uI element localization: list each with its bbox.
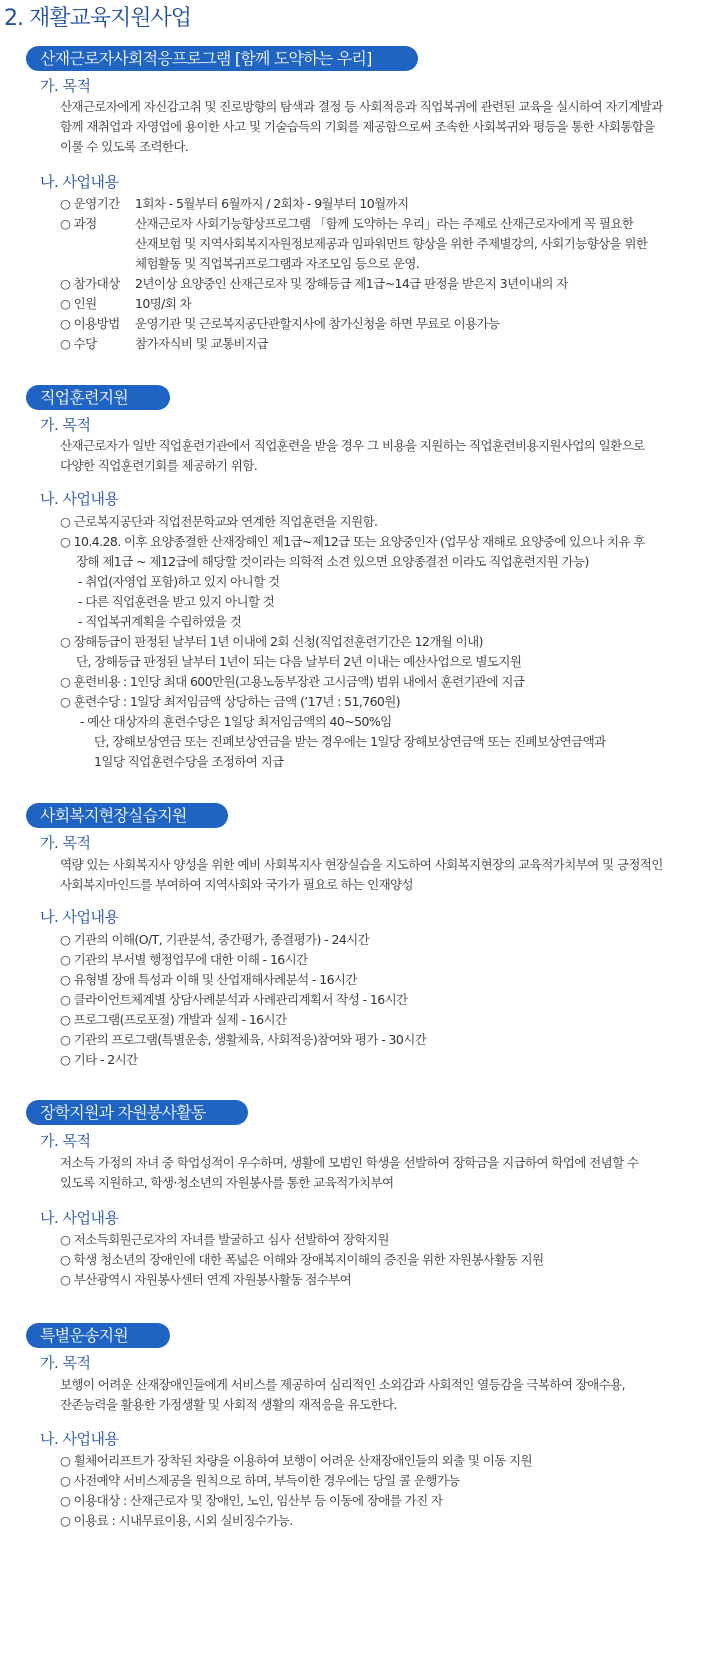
- purpose-line: 다양한 직업훈련기회를 제공하기 위함.: [60, 458, 258, 473]
- content-line: 단, 장해등급 판정된 날부터 1년이 되는 다음 날부터 2년 이내는 예산사업으로 별도지원: [76, 654, 522, 669]
- content-heading: 나. 사업내용: [40, 490, 119, 508]
- content-line: ○ 기관의 이해(O/T, 기관분석, 중간평가, 종결평가) - 24시간: [60, 932, 370, 947]
- content-line: ○ 휠체어리프트가 장착된 차량을 이용하여 보행이 어려운 산재장애인들의 외출 및 이동 지원: [60, 1453, 532, 1468]
- section-title-pill: 특별운송지원: [26, 1323, 170, 1348]
- content-line: - 다른 직업훈련을 받고 있지 아니할 것: [78, 594, 275, 609]
- purpose-line: 함께 재취업과 자영업에 용이한 사고 및 기술습득의 기회를 제공함으로써 조속한 사회복귀와 평등을 통한 사회통합을: [60, 119, 655, 134]
- purpose-line: 역량 있는 사회복지사 양성을 위한 예비 사회복지사 현장실습을 지도하여 사회복지현장의 교육적가치부여 및 긍정적인: [60, 857, 663, 872]
- item-value: 운영기관 및 근로복지공단관할지사에 참가신청을 하면 무료로 이용가능: [135, 316, 500, 331]
- content-heading: 나. 사업내용: [40, 908, 119, 926]
- content-line: ○ 기관의 프로그램(특별운송, 생활체육, 사회적응)참여와 평가 - 30시간: [60, 1032, 427, 1047]
- content-line: ○ 10.4.28. 이후 요양종결한 산재장해인 제1급~제12급 또는 요양중인자 (업무상 재해로 요양중에 있으나 치유 후: [60, 534, 645, 549]
- content-line: ○ 이용료 : 시내무료이용, 시외 실비징수가능.: [60, 1513, 293, 1528]
- item-value: 산재보험 및 지역사회복지자원정보제공과 임파워먼트 향상을 위한 주제별강의, 사회기능향상을 위한: [135, 236, 648, 251]
- purpose-line: 잔존능력을 활용한 가정생활 및 사회적 생활의 재적응을 유도한다.: [60, 1397, 397, 1412]
- content-line: ○ 기관의 부서별 행정업무에 대한 이해 - 16시간: [60, 952, 308, 967]
- item-label: ○ 인원: [60, 296, 97, 311]
- purpose-heading: 가. 목적: [40, 1132, 91, 1150]
- item-value: 참가자식비 및 교통비지급: [135, 336, 268, 351]
- purpose-heading: 가. 목적: [40, 834, 91, 852]
- content-line: ○ 저소득회원근로자의 자녀를 발굴하고 심사 선발하여 장학지원: [60, 1232, 389, 1247]
- content-line: ○ 훈련수당 : 1일당 최저임금액 상당하는 금액 (’17년 : 51,760원): [60, 694, 401, 709]
- item-value: 체험활동 및 직업복귀프로그램과 자조모임 등으로 운영.: [135, 256, 420, 271]
- content-line: ○ 클라이언트체계별 상담사례분석과 사례관리계획서 작성 - 16시간: [60, 992, 408, 1007]
- item-value: 1회차 - 5월부터 6월까지 / 2회차 - 9월부터 10월까지: [135, 196, 409, 211]
- content-line: ○ 기타 - 2시간: [60, 1052, 138, 1067]
- purpose-line: 사회복지마인드를 부여하여 지역사회와 국가가 필요로 하는 인재양성: [60, 877, 414, 892]
- section-title-pill: 산재근로자사회적응프로그램 [함께 도약하는 우리]: [26, 46, 418, 71]
- content-line: - 취업(자영업 포함)하고 있지 아니할 것: [78, 574, 280, 589]
- purpose-line: 보행이 어려운 산재장애인들에게 서비스를 제공하여 심리적인 소외감과 사회적인 열등감을 극복하여 장애수용,: [60, 1377, 625, 1392]
- section-title-pill: 사회복지현장실습지원: [26, 803, 228, 828]
- content-line: 1일당 직업훈련수당을 조정하여 지급: [94, 754, 284, 769]
- item-label: ○ 운영기간: [60, 196, 120, 211]
- item-label: ○ 참가대상: [60, 276, 120, 291]
- content-line: ○ 유형별 장애 특성과 이해 및 산업재해사례분석 - 16시간: [60, 972, 357, 987]
- purpose-heading: 가. 목적: [40, 1354, 91, 1372]
- purpose-heading: 가. 목적: [40, 77, 91, 95]
- item-label: ○ 과정: [60, 216, 97, 231]
- content-line: 단, 장해보상연금 또는 진폐보상연금을 받는 경우에는 1일당 장해보상연금액 또는 진폐보상연금액과: [94, 734, 606, 749]
- item-label: ○ 수당: [60, 336, 97, 351]
- section-title-pill: 장학지원과 자원봉사활동: [26, 1100, 248, 1125]
- purpose-line: 산재근로자에게 자신감고취 및 진로방향의 탐색과 결정 등 사회적응과 직업복귀에 관련된 교육을 실시하여 자기계발과: [60, 99, 663, 114]
- page-title: 2. 재활교육지원사업: [4, 6, 191, 31]
- content-heading: 나. 사업내용: [40, 173, 119, 191]
- content-line: 장해 제1급 ~ 제12급에 해당할 것이라는 의학적 소견 있으면 요양종결전 이라도 직업훈련지원 가능): [76, 554, 589, 569]
- item-value: 2년이상 요양중인 산재근로자 및 장해등급 제1급~14급 판정을 받은지 3년이내의 자: [135, 276, 568, 291]
- content-line: ○ 부산광역시 자원봉사센터 연계 자원봉사활동 점수부여: [60, 1272, 352, 1287]
- purpose-line: 이룰 수 있도록 조력한다.: [60, 139, 189, 154]
- purpose-heading: 가. 목적: [40, 416, 91, 434]
- section-title-pill: 직업훈련지원: [26, 385, 170, 410]
- content-line: ○ 사전예약 서비스제공을 원칙으로 하며, 부득이한 경우에는 당일 콜 운행가능: [60, 1473, 460, 1488]
- item-label: ○ 이용방법: [60, 316, 120, 331]
- content-line: - 예산 대상자의 훈련수당은 1일당 최저임금액의 40~50%임: [80, 714, 392, 729]
- purpose-line: 있도록 지원하고, 학생·청소년의 자원봉사를 통한 교육적가치부여: [60, 1175, 394, 1190]
- content-line: ○ 학생 청소년의 장애인에 대한 폭넓은 이해와 장애복지이해의 증진을 위한 자원봉사활동 지원: [60, 1252, 544, 1267]
- content-line: ○ 근로복지공단과 직업전문학교와 연계한 직업훈련을 지원함.: [60, 514, 378, 529]
- content-line: ○ 장해등급이 판정된 날부터 1년 이내에 2회 신청(직업전훈련기간은 12개월 이내): [60, 634, 483, 649]
- content-line: ○ 프로그램(프로포절) 개발과 실제 - 16시간: [60, 1012, 287, 1027]
- item-value: 10명/회 차: [135, 296, 192, 311]
- content-line: - 직업복귀계획을 수립하였을 것: [78, 614, 242, 629]
- content-heading: 나. 사업내용: [40, 1209, 119, 1227]
- content-line: ○ 훈련비용 : 1인당 최대 600만원(고용노동부장관 고시금액) 범위 내에서 훈련기관에 지급: [60, 674, 525, 689]
- content-line: ○ 이용대상 : 산재근로자 및 장애인, 노인, 임산부 등 이동에 장애를 가진 자: [60, 1493, 443, 1508]
- item-value: 산재근로자 사회기능향상프로그램 「함께 도약하는 우리」라는 주제로 산재근로자에게 꼭 필요한: [135, 216, 634, 231]
- purpose-line: 산재근로자가 일반 직업훈련기관에서 직업훈련을 받을 경우 그 비용을 지원하는 직업훈련비용지원사업의 일환으로: [60, 438, 645, 453]
- purpose-line: 저소득 가정의 자녀 중 학업성적이 우수하며, 생활에 모범인 학생을 선발하여 장학금을 지급하여 학업에 전념할 수: [60, 1155, 639, 1170]
- content-heading: 나. 사업내용: [40, 1430, 119, 1448]
